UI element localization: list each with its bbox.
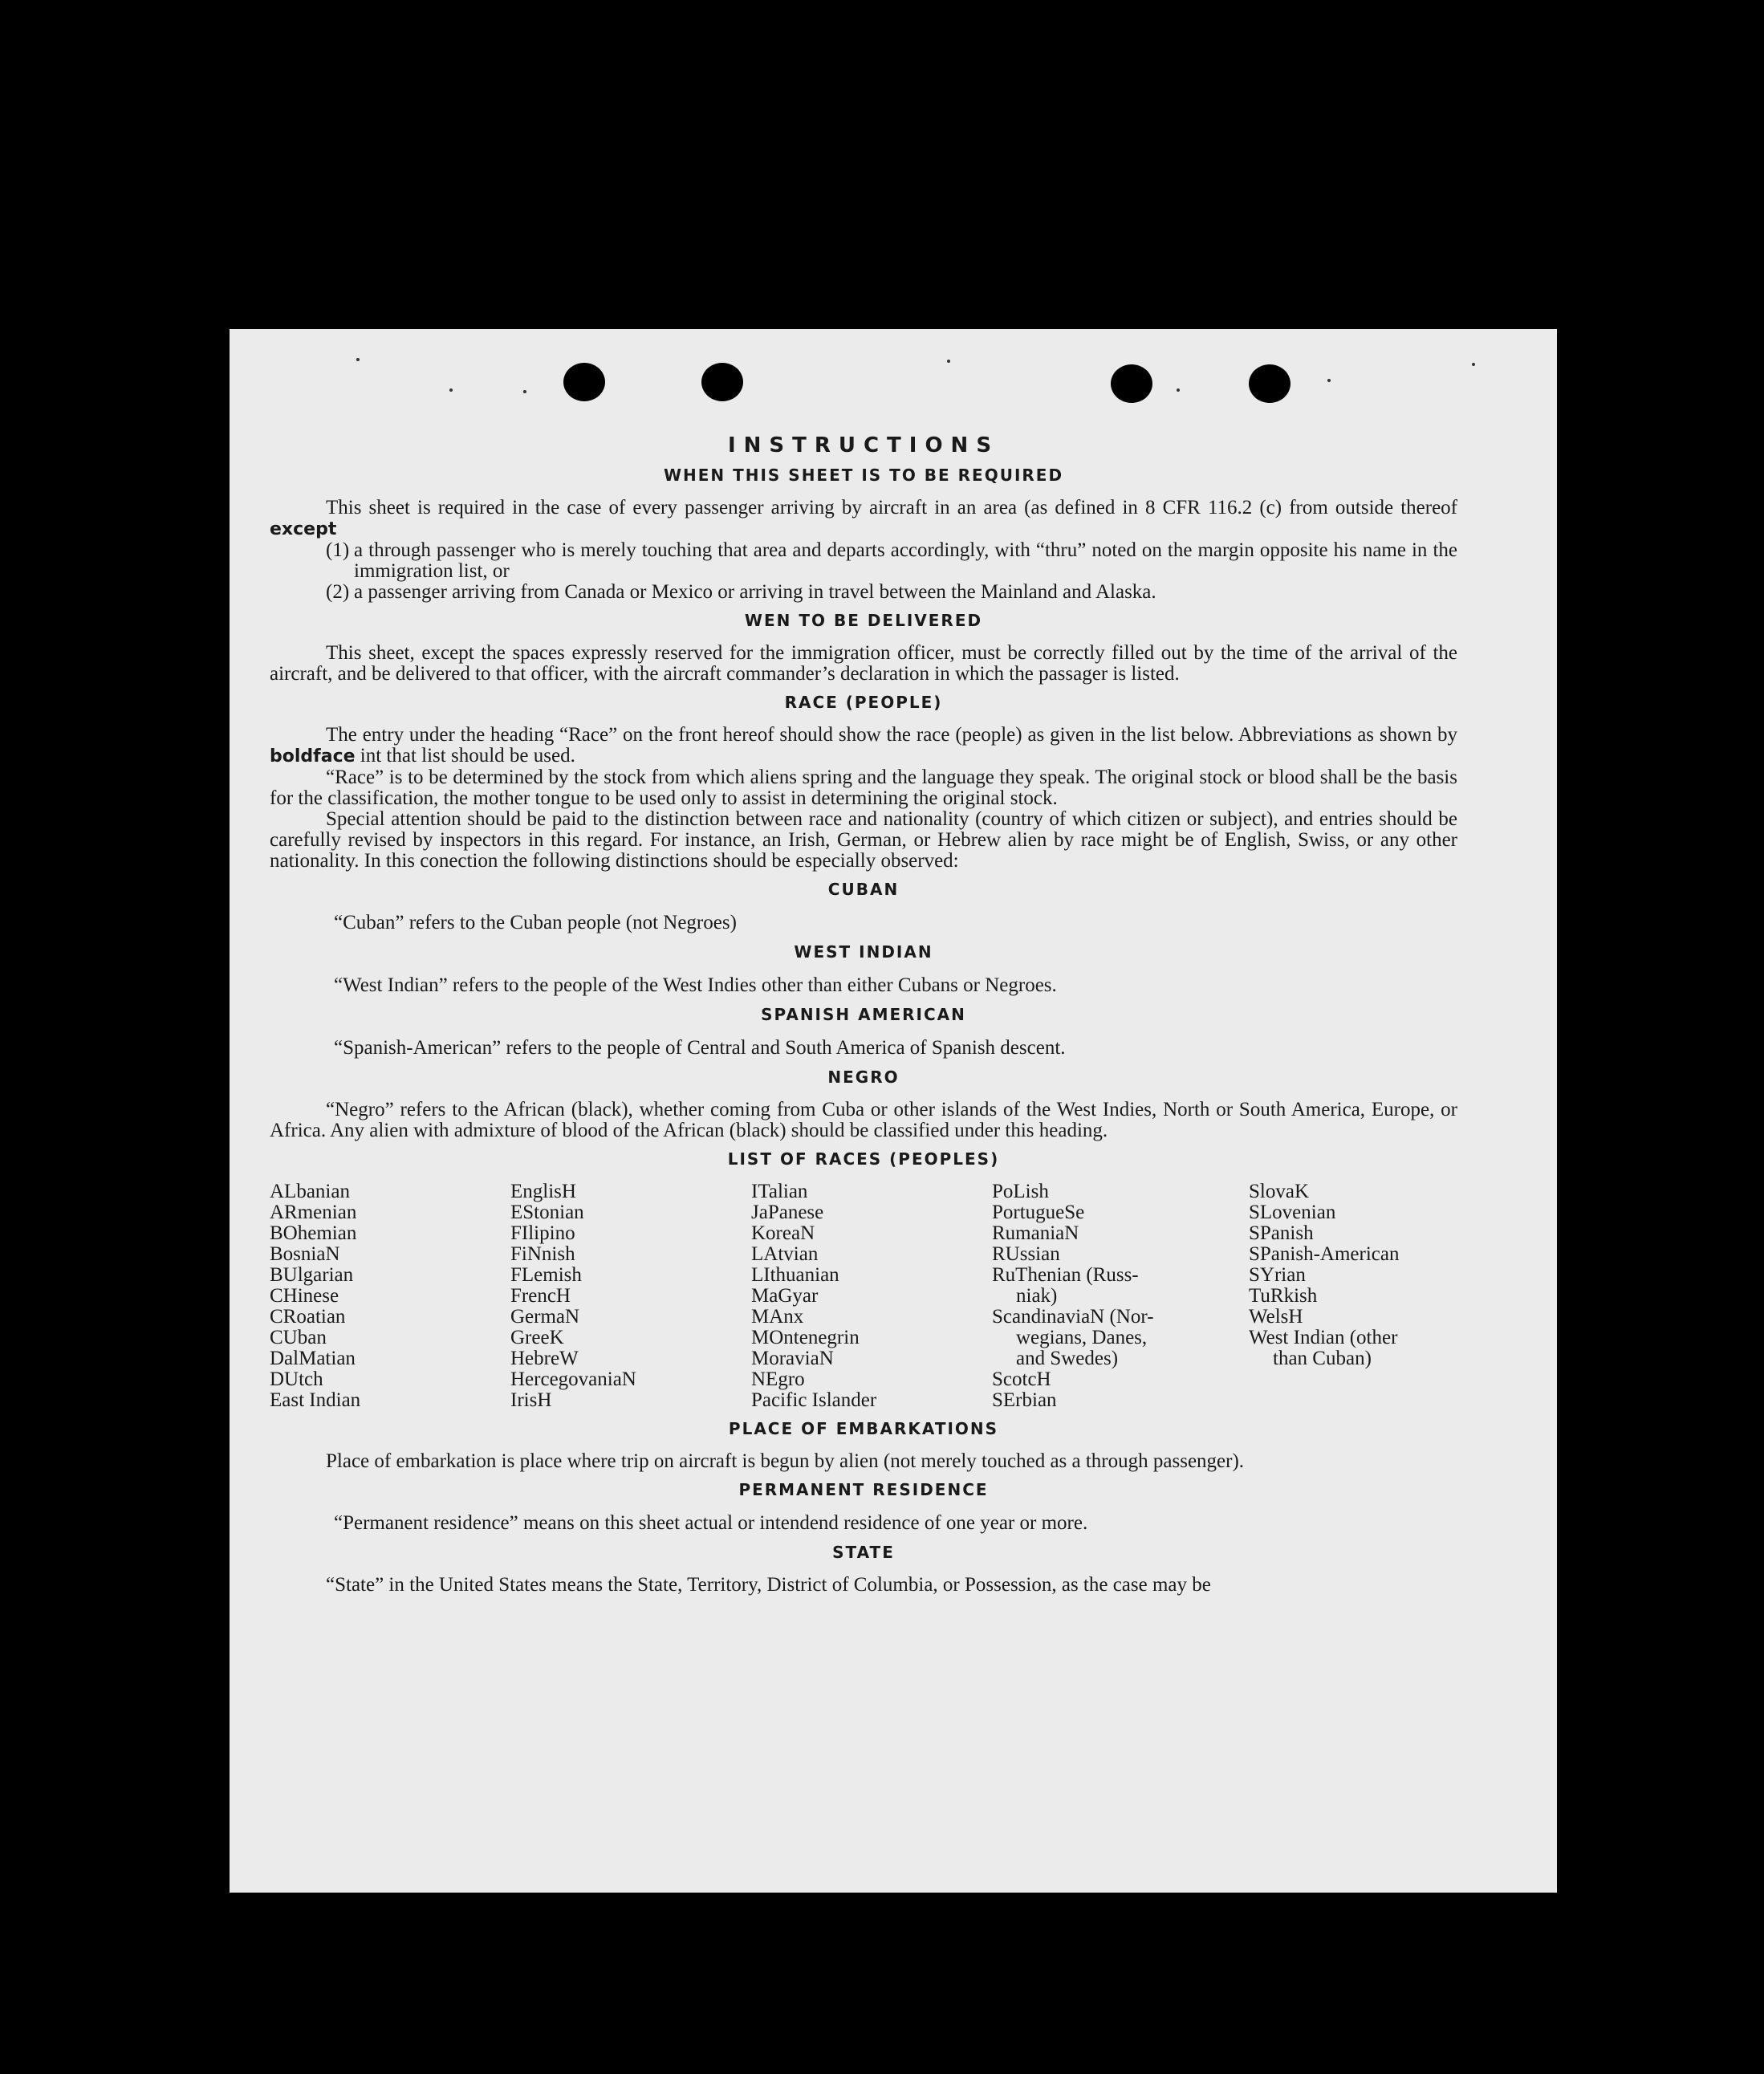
heading-when-required: WHEN THIS SHEET IS TO BE REQUIRED: [663, 466, 1064, 485]
race-column: [510, 1181, 751, 1411]
race-entry: HercegovaniaN: [510, 1368, 636, 1390]
race-entry: MoraviaN: [751, 1348, 834, 1369]
race-paragraph-1: The entry under the heading “Race” on the front hereof should show the race (people) as given in the list below. Abbreviations as shown by boldface int that list should be used.: [270, 724, 1457, 767]
race-entry: SPanish-American: [1249, 1243, 1400, 1265]
race-entry: MaGyar: [751, 1285, 819, 1307]
race-entry: DalMatian: [270, 1348, 356, 1369]
race-column: [751, 1181, 992, 1411]
punch-hole: [563, 363, 605, 401]
spanish-american-text: “Spanish-American” refers to the people of Central and South America of Spanish descent.: [334, 1037, 1066, 1059]
heading-cuban: CUBAN: [827, 880, 900, 899]
speck: [1472, 363, 1475, 366]
race-entry: SErbian: [992, 1389, 1057, 1411]
heading-negro: NEGRO: [827, 1068, 900, 1087]
race-entry: IrisH: [510, 1389, 552, 1411]
cuban-text: “Cuban” refers to the Cuban people (not Negroes): [334, 912, 737, 933]
except-word: except: [270, 519, 337, 539]
race-entry: CRoatian: [270, 1306, 346, 1328]
punch-hole: [701, 363, 743, 401]
instructions-content: [270, 433, 1457, 1596]
when-required-item-1: (1) a through passenger who is merely touching that area and departs accordingly, with “thru” noted on the margin opposite his name in the immigration list, or: [326, 539, 1457, 582]
speck: [523, 390, 526, 393]
page-title: INSTRUCTIONS: [727, 433, 1000, 458]
heading-list-of-races: LIST OF RACES (PEOPLES): [727, 1149, 1000, 1169]
race-entry: LAtvian: [751, 1243, 819, 1265]
race-entry: MOntenegrin: [751, 1327, 860, 1348]
race-entry: FrencH: [510, 1285, 571, 1307]
speck: [449, 388, 453, 392]
race-entry: EnglisH: [510, 1181, 576, 1202]
race-entry: GermaN: [510, 1306, 580, 1328]
race-entry: JaPanese: [751, 1202, 824, 1223]
heading-race: RACE (PEOPLE): [784, 693, 943, 712]
race-entry: KoreaN: [751, 1222, 815, 1244]
race-paragraph-3: Special attention should be paid to the distinction between race and nationality (country of which citizen or subject), and entries should be carefully revised by inspectors in this regard. For instance, an Irish, German, or Hebrew alien by race might be of English, Swiss, or any other nationality. In this conection the following distinctions should be especially observed:: [270, 808, 1457, 872]
speck: [947, 360, 950, 363]
race-entry: NEgro: [751, 1368, 805, 1390]
residence-text: “Permanent residence” means on this sheet actual or intendend residence of one year or more.: [334, 1512, 1088, 1534]
race-entry: DUtch: [270, 1368, 323, 1390]
heading-spanish-american: SPANISH AMERICAN: [761, 1005, 966, 1024]
race-list: [270, 1181, 1457, 1411]
race-column: [270, 1181, 510, 1411]
heading-delivered: WEN TO BE DELIVERED: [744, 611, 983, 630]
document-page: [230, 329, 1557, 1893]
race-column: [992, 1181, 1249, 1411]
race-entry: East Indian: [270, 1389, 361, 1411]
delivered-text: This sheet, except the spaces expressly reserved for the immigration officer, must be correctly filled out by the time of the arrival of the aircraft, and be delivered to that officer, with the aircraft commander’s declaration in which the passager is listed.: [270, 642, 1457, 685]
when-required-intro: This sheet is required in the case of every passenger arriving by aircraft in an area (as defined in 8 CFR 116.2 (c) from outside thereof except: [270, 497, 1457, 539]
race-entry: MAnx: [751, 1306, 804, 1328]
race-entry: BosniaN: [270, 1243, 340, 1265]
race-entry: CHinese: [270, 1285, 339, 1307]
punch-hole: [1249, 364, 1290, 403]
race-entry: ITalian: [751, 1181, 808, 1202]
race-entry: WelsH: [1249, 1306, 1303, 1328]
punch-hole: [1111, 364, 1152, 403]
race-entry: FiNnish: [510, 1243, 575, 1265]
race-column: [1249, 1181, 1457, 1411]
race-entry: ScandinaviaN (Nor-: [992, 1306, 1154, 1328]
race-entry: FIlipino: [510, 1222, 575, 1244]
race-entry: ScotcH: [992, 1368, 1051, 1390]
embarkation-text: Place of embarkation is place where trip on aircraft is begun by alien (not merely touched as a through passenger).: [326, 1450, 1245, 1472]
race-entry: RuThenian (Russ-: [992, 1264, 1139, 1286]
race-entry-continued: and Swedes): [1016, 1348, 1119, 1369]
boldface-word: boldface: [270, 746, 356, 767]
race-entry: Pacific Islander: [751, 1389, 877, 1411]
heading-permanent-residence: PERMANENT RESIDENCE: [738, 1480, 989, 1499]
race-entry: SPanish: [1249, 1222, 1314, 1244]
race-entry: HebreW: [510, 1348, 579, 1369]
race-entry: RUssian: [992, 1243, 1060, 1265]
heading-embarkation: PLACE OF EMBARKATIONS: [728, 1419, 999, 1438]
speck: [1327, 379, 1331, 382]
race-entry: BOhemian: [270, 1222, 357, 1244]
race-entry: PoLish: [992, 1181, 1049, 1202]
race-entry: ALbanian: [270, 1181, 350, 1202]
race-entry: GreeK: [510, 1327, 564, 1348]
race-entry: TuRkish: [1249, 1285, 1318, 1307]
race-entry: SYrian: [1249, 1264, 1306, 1286]
race-entry: ARmenian: [270, 1202, 357, 1223]
race-entry: West Indian (other: [1249, 1327, 1398, 1348]
race-paragraph-2: “Race” is to be determined by the stock from which aliens spring and the language they speak. The original stock or blood shall be the basis for the classification, the mother tongue to be used only to assist in determining the original stock.: [270, 767, 1457, 809]
race-entry: FLemish: [510, 1264, 582, 1286]
race-entry: SLovenian: [1249, 1202, 1336, 1223]
race-entry: BUlgarian: [270, 1264, 354, 1286]
negro-text: “Negro” refers to the African (black), whether coming from Cuba or other islands of the West Indies, North or South America, Europe, or Africa. Any alien with admixture of blood of the African (black) should be classified under this heading.: [270, 1099, 1457, 1141]
race-entry: EStonian: [510, 1202, 584, 1223]
heading-state: STATE: [832, 1543, 895, 1562]
race-entry: RumaniaN: [992, 1222, 1079, 1244]
heading-west-indian: WEST INDIAN: [794, 942, 933, 962]
state-text: “State” in the United States means the State, Territory, District of Columbia, or Possession, as the case may be: [326, 1574, 1211, 1596]
when-required-item-2: (2) a passenger arriving from Canada or Mexico or arriving in travel between the Mainland and Alaska.: [326, 581, 1156, 603]
speck: [1177, 388, 1180, 392]
speck: [356, 358, 360, 361]
race-entry-continued: than Cuban): [1273, 1348, 1372, 1369]
race-entry: LIthuanian: [751, 1264, 839, 1286]
race-entry: SlovaK: [1249, 1181, 1309, 1202]
race-entry-continued: niak): [1016, 1285, 1058, 1307]
race-entry-continued: wegians, Danes,: [1016, 1327, 1148, 1348]
race-entry: CUban: [270, 1327, 327, 1348]
west-indian-text: “West Indian” refers to the people of the West Indies other than either Cubans or Negroes.: [334, 974, 1057, 996]
race-entry: PortugueSe: [992, 1202, 1085, 1223]
